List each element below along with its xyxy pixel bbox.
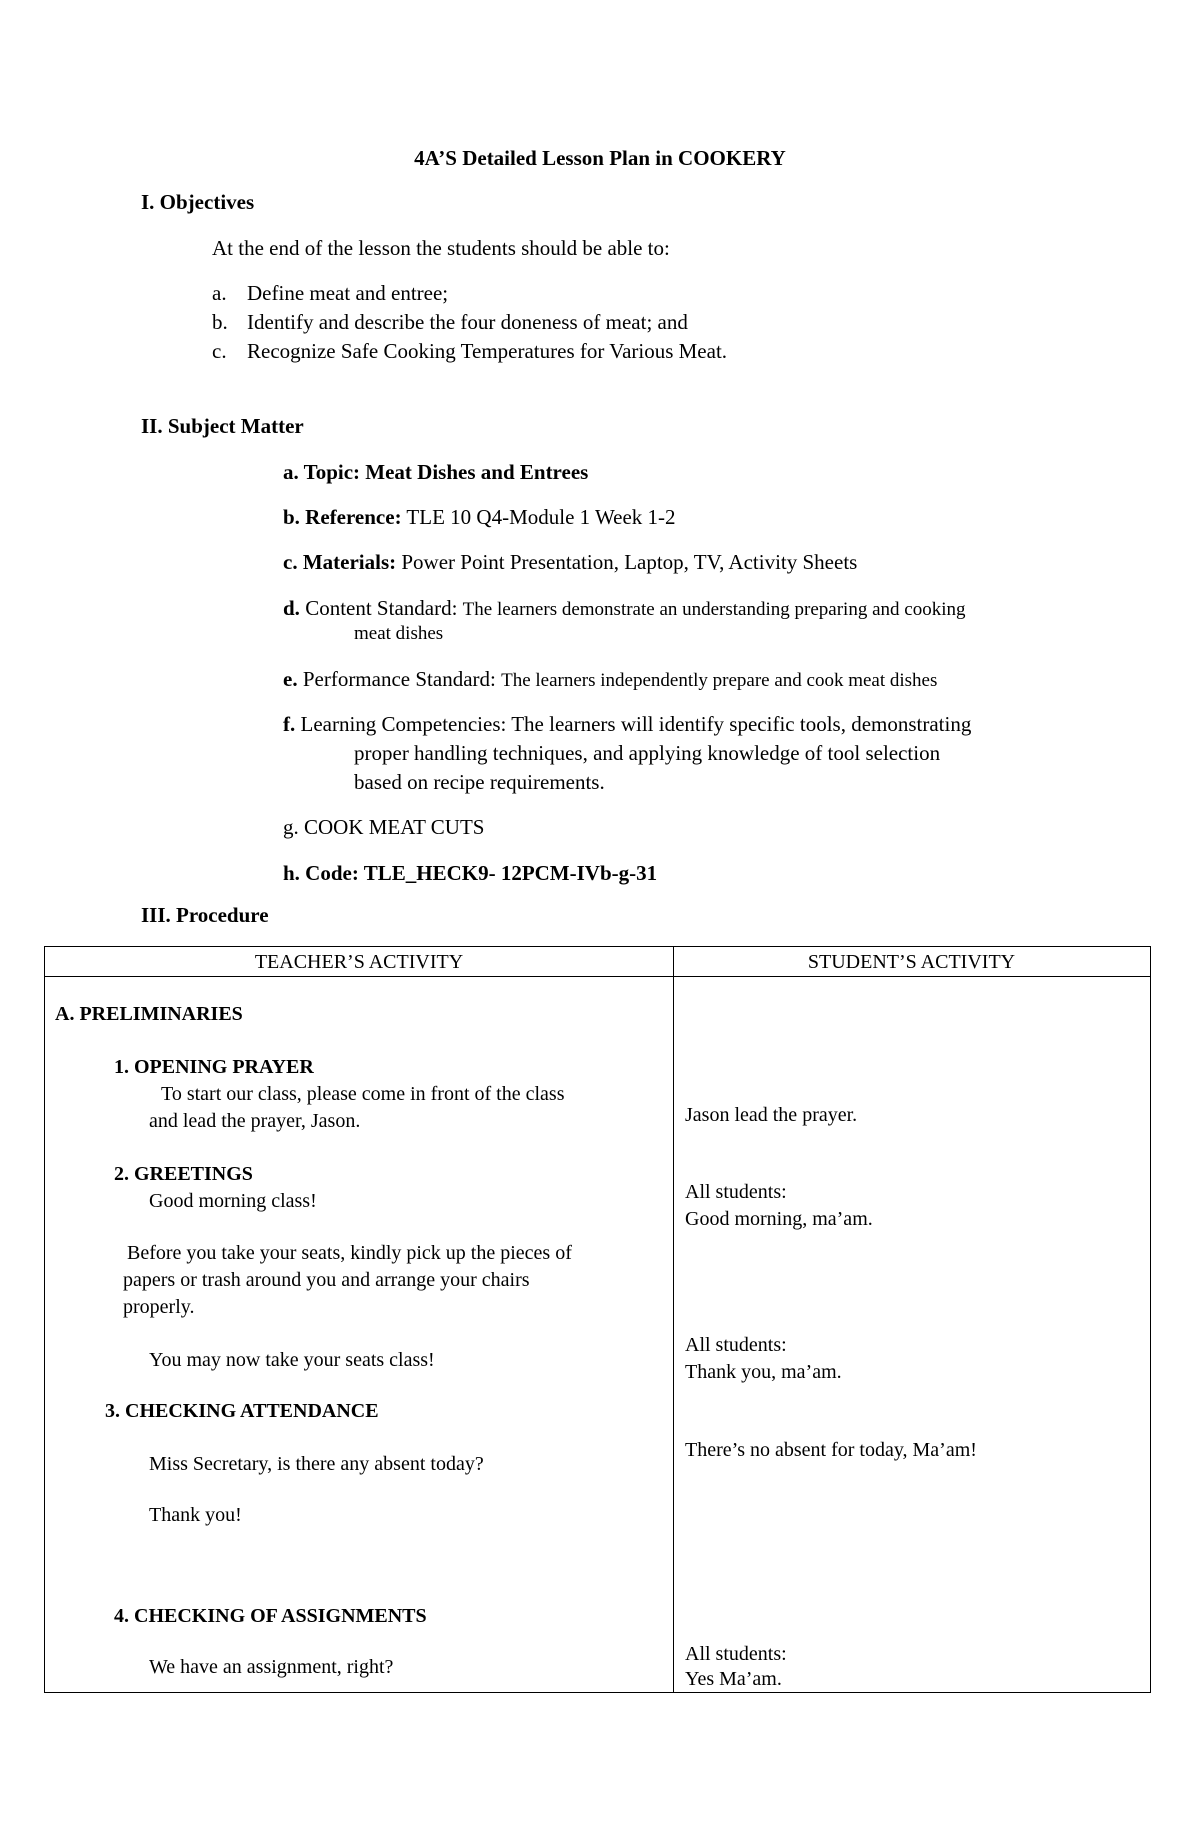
- objective-text-a: Define meat and entree;: [247, 281, 449, 305]
- performance-label: e.: [283, 667, 298, 691]
- topic-line: [283, 460, 588, 485]
- seats-teacher-line-3: properly.: [123, 1296, 195, 1318]
- objective-letter-b: b.: [212, 310, 228, 334]
- objective-letter-a: a.: [212, 281, 227, 305]
- code-line: h. Code: TLE_HECK9- 12PCM-IVb-g-31: [283, 861, 658, 885]
- teacher-activity-header: TEACHER’S ACTIVITY: [254, 951, 464, 973]
- column-divider: [673, 947, 674, 1692]
- materials-line: [283, 550, 857, 575]
- subject-matter-heading: II. Subject Matter: [141, 414, 304, 438]
- prayer-student: Jason lead the prayer.: [685, 1104, 858, 1126]
- attendance-teacher-line-1: Miss Secretary, is there any absent today?: [149, 1453, 484, 1475]
- topic-value: : Meat Dishes and Entrees: [353, 460, 589, 484]
- procedure-heading: III. Procedure: [141, 903, 269, 927]
- reference-line: [283, 505, 676, 530]
- content-standard-cont: meat dishes: [354, 623, 444, 644]
- seats-student-line-2: Thank you, ma’am.: [685, 1361, 842, 1383]
- assignments-student-line-1: All students:: [685, 1643, 787, 1665]
- attendance-student: There’s no absent for today, Ma’am!: [685, 1439, 977, 1461]
- assignments-teacher: We have an assignment, right?: [149, 1656, 394, 1678]
- greetings-student-line-2: Good morning, ma’am.: [685, 1208, 873, 1230]
- reference-label: b. Reference:: [283, 505, 402, 529]
- competencies-line-3: based on recipe requirements.: [354, 770, 605, 794]
- greetings-student-line-1: All students:: [685, 1181, 787, 1203]
- prayer-teacher-line-1: To start our class, please come in front of the class: [161, 1083, 565, 1105]
- objectives-heading: I. Objectives: [141, 190, 255, 214]
- greetings-heading: 2. GREETINGS: [114, 1163, 253, 1185]
- content-label: d.: [283, 596, 300, 620]
- opening-prayer-heading: 1. OPENING PRAYER: [114, 1056, 314, 1078]
- procedure-table: [44, 946, 1151, 1693]
- seats-teacher-line-1: Before you take your seats, kindly pick up the pieces of: [127, 1242, 572, 1264]
- seats-teacher-line-4: You may now take your seats class!: [149, 1349, 435, 1371]
- performance-value: The learners independently prepare and cook meat dishes: [501, 670, 938, 691]
- competencies-text: Learning Competencies: The learners will identify specific tools, demonstrating: [295, 712, 972, 736]
- reference-value: TLE 10 Q4-Module 1 Week 1-2: [401, 505, 676, 529]
- content-title: Content Standard:: [299, 596, 463, 620]
- performance-title: Performance Standard:: [297, 667, 502, 691]
- content-standard-line: [283, 596, 965, 621]
- seats-teacher-line-2: papers or trash around you and arrange your chairs: [123, 1269, 530, 1291]
- objective-letter-c: c.: [212, 339, 227, 363]
- content-value: The learners demonstrate an understanding preparing and cooking: [462, 599, 966, 620]
- preliminaries-heading: A. PRELIMINARIES: [55, 1003, 243, 1025]
- objective-text-c: Recognize Safe Cooking Temperatures for Various Meat.: [247, 339, 728, 363]
- prayer-teacher-line-2: and lead the prayer, Jason.: [149, 1110, 361, 1132]
- materials-value: Power Point Presentation, Laptop, TV, Activity Sheets: [396, 550, 858, 574]
- g-item: g. COOK MEAT CUTS: [283, 815, 485, 839]
- objectives-intro: At the end of the lesson the students should be able to:: [212, 236, 670, 260]
- topic-label: a. Topic: [283, 460, 354, 484]
- performance-standard-line: [283, 667, 937, 692]
- competencies-line: [283, 712, 971, 737]
- student-activity-header: STUDENT’S ACTIVITY: [807, 951, 1016, 973]
- competencies-line-2: proper handling techniques, and applying knowledge of tool selection: [354, 741, 941, 765]
- greetings-teacher: Good morning class!: [149, 1190, 317, 1212]
- competencies-label: f.: [283, 712, 296, 736]
- attendance-teacher-line-2: Thank you!: [149, 1504, 242, 1526]
- checking-assignments-heading: 4. CHECKING OF ASSIGNMENTS: [114, 1605, 427, 1627]
- objective-text-b: Identify and describe the four doneness of meat; and: [247, 310, 688, 334]
- seats-student-line-1: All students:: [685, 1334, 787, 1356]
- materials-label: c. Materials:: [283, 550, 397, 574]
- document-title: 4A’S Detailed Lesson Plan in COOKERY: [414, 146, 786, 170]
- checking-attendance-heading: 3. CHECKING ATTENDANCE: [105, 1400, 379, 1422]
- header-divider: [45, 976, 1150, 977]
- assignments-student-line-2: Yes Ma’am.: [685, 1668, 782, 1690]
